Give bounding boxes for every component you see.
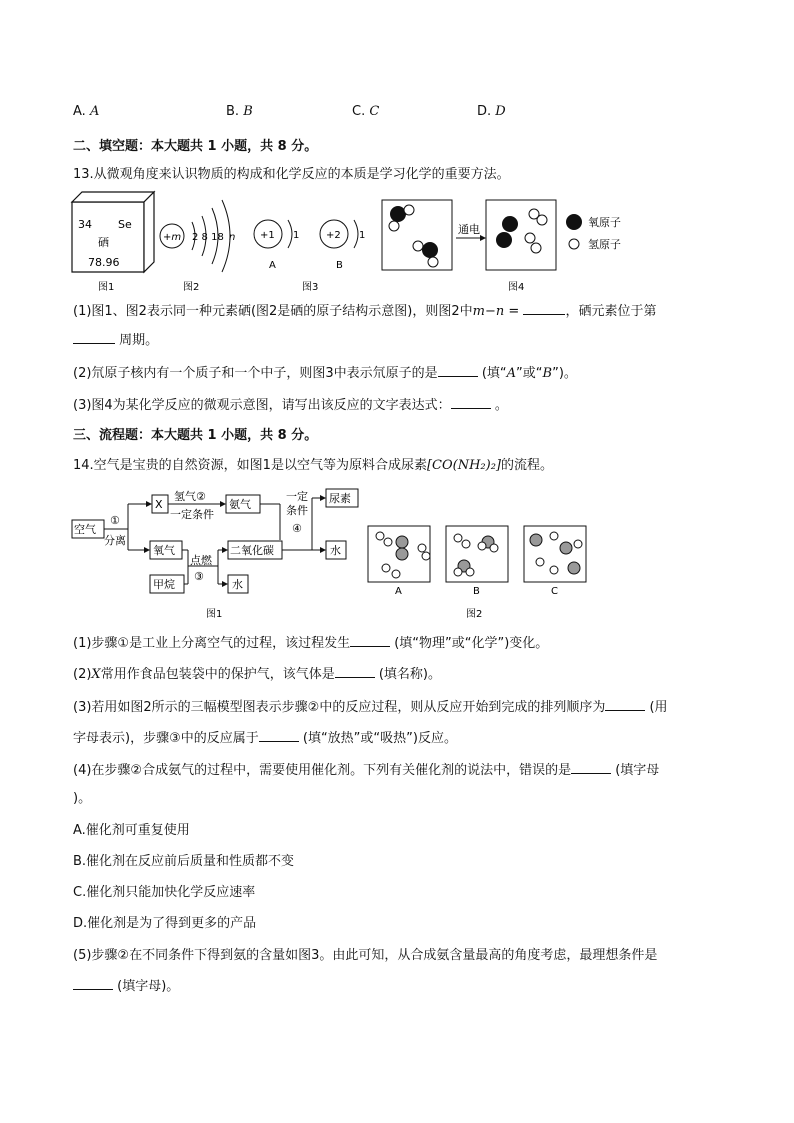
section-2-heading: 二、填空题：本大题共 1 小题，共 8 分。 xyxy=(73,139,318,154)
flow-separate: 分离 xyxy=(104,534,126,547)
fig3-b-nucleus: +2 xyxy=(326,230,341,241)
fig1-name: 硒 xyxy=(98,236,109,249)
flow-ignite: 点燃 xyxy=(190,554,212,567)
option-c: C. C xyxy=(352,104,380,119)
flow-co2: 二氧化碳 xyxy=(230,544,274,557)
fig4-legend-hydrogen: 氢原子 xyxy=(588,238,621,251)
flow-water2: 水 xyxy=(232,578,243,591)
q14-option-b: B.催化剂在反应前后质量和性质都不变 xyxy=(73,854,295,869)
q14-option-a: A.催化剂可重复使用 xyxy=(73,823,190,838)
option-b: B. B xyxy=(226,104,253,119)
fig3-a-nucleus: +1 xyxy=(260,230,275,241)
q14-part2: (2)X常用作食品包装袋中的保护气，该气体是 (填名称)。 xyxy=(73,667,441,682)
flow-diagram xyxy=(72,489,358,620)
flow-step1: ① xyxy=(110,514,120,527)
q14-part4: (4)在步骤②合成氨气的过程中，需要使用催化剂。下列有关催化剂的说法中，错误的是 (填字母 xyxy=(73,763,660,778)
q13-part2: (2)氘原子核内有一个质子和一个中子，则图3中表示氘原子的是 (填“A”或“B”)。 xyxy=(73,366,577,381)
fig3-caption: 图3 xyxy=(302,282,319,293)
q14-part5-cont: (填字母)。 xyxy=(73,977,179,996)
flow-x: X xyxy=(155,498,163,511)
q13-part1-cont: 周期。 xyxy=(73,331,158,350)
fig2-shells: 2 8 18 xyxy=(192,232,224,243)
fig4-caption: 图4 xyxy=(508,282,525,293)
model-label-c: C xyxy=(551,586,558,597)
flow-urea: 尿素 xyxy=(329,492,351,505)
fig3-b-label: B xyxy=(336,260,343,271)
q14-stem: 14.空气是宝贵的自然资源，如图1是以空气等为原料合成尿素[CO(NH₂)₂]的流程。 xyxy=(73,458,553,473)
q14-option-c: C.催化剂只能加快化学反应速率 xyxy=(73,885,256,900)
fig2-nucleus: +m xyxy=(163,232,182,243)
fig1-symbol: Se xyxy=(118,218,132,231)
fig4-legend-oxygen: 氧原子 xyxy=(588,216,621,229)
fig1-atomic-number: 34 xyxy=(78,218,92,231)
option-a: A. A xyxy=(73,104,100,119)
q13-stem: 13.从微观角度来认识物质的构成和化学反应的本质是学习化学的重要方法。 xyxy=(73,167,510,182)
q13-part3: (3)图4为某化学反应的微观示意图，请写出该反应的文字表达式： 。 xyxy=(73,398,508,413)
flow-ch4: 甲烷 xyxy=(153,578,175,591)
fig4-arrow-label: 通电 xyxy=(458,223,480,236)
fig3-atoms xyxy=(254,220,365,293)
fig1-caption: 图1 xyxy=(98,282,115,293)
q14-part1: (1)步骤①是工业上分离空气的过程，该过程发生 (填“物理”或“化学”)变化。 xyxy=(73,636,549,651)
flow-step4: ④ xyxy=(292,522,302,535)
fig4-reaction xyxy=(382,200,621,293)
q14-figures xyxy=(70,486,610,626)
flow-o2: 氧气 xyxy=(153,544,175,557)
flow-cond2b: 条件 xyxy=(286,504,308,517)
fig2-n: n xyxy=(229,232,236,243)
fig1-mass: 78.96 xyxy=(88,256,120,269)
flow-cond2a: 一定 xyxy=(286,490,308,503)
model-figure xyxy=(368,526,586,620)
flow-condition: 一定条件 xyxy=(170,508,214,521)
q14-option-d: D.催化剂是为了得到更多的产品 xyxy=(73,916,257,931)
q14-part3: (3)若用如图2所示的三幅模型图表示步骤②中的反应过程，则从反应开始到完成的排列顺序为 (用 xyxy=(73,700,668,715)
fig2-caption: 图2 xyxy=(183,282,200,293)
fig3-b-electrons: 1 xyxy=(359,230,366,241)
section-3-heading: 三、流程题：本大题共 1 小题，共 8 分。 xyxy=(73,428,318,443)
fig3-a-label: A xyxy=(269,260,276,271)
flow-air: 空气 xyxy=(74,523,96,536)
fig2-atom-structure xyxy=(160,200,235,293)
flow-water1: 水 xyxy=(330,544,341,557)
q14-part5: (5)步骤②在不同条件下得到氨的含量如图3。由此可知，从合成氨含量最高的角度考虑，最理想条件是 xyxy=(73,948,658,963)
flow-caption1: 图1 xyxy=(206,609,223,620)
model-label-a: A xyxy=(395,586,402,597)
q13-figures xyxy=(68,186,638,298)
q14-part4-cont: )。 xyxy=(73,791,92,806)
fig1-element-cube xyxy=(72,192,154,293)
flow-h2: 氢气② xyxy=(174,490,206,503)
flow-nh3: 氨气 xyxy=(229,498,251,511)
q13-part1: (1)图1、图2表示同一种元素硒(图2是硒的原子结构示意图)，则图2中m−n = ，硒元素位于第 xyxy=(73,304,657,319)
fig3-a-electrons: 1 xyxy=(293,230,300,241)
model-label-b: B xyxy=(473,586,480,597)
flow-step3: ③ xyxy=(194,570,204,583)
option-d: D. D xyxy=(477,104,506,119)
model-caption2: 图2 xyxy=(466,609,483,620)
q14-part3-cont: 字母表示)，步骤③中的反应属于 (填“放热”或“吸热”)反应。 xyxy=(73,731,457,746)
